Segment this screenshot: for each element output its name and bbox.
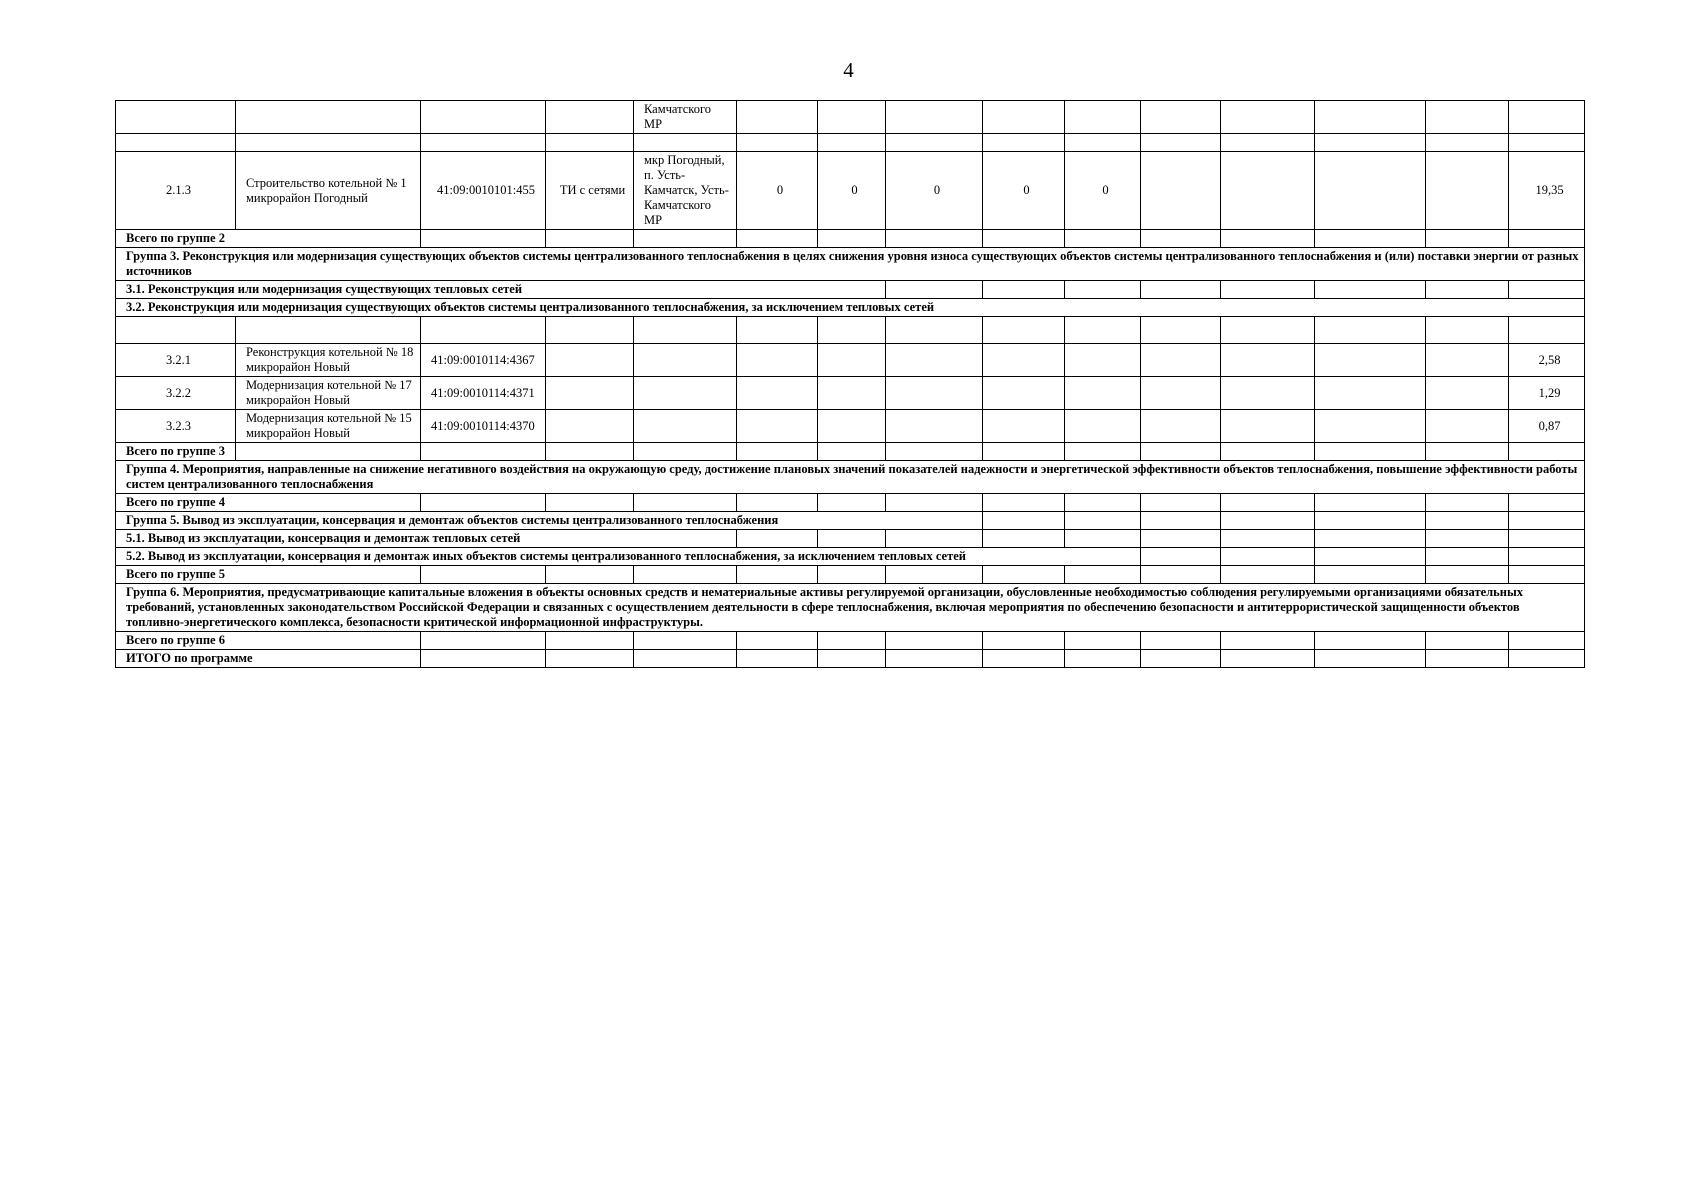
table-row	[116, 632, 1585, 650]
table-row	[116, 230, 1585, 248]
table-row	[116, 101, 1585, 134]
total-cell: 0,87	[1509, 410, 1585, 443]
table-row	[116, 530, 1585, 548]
value-cell: 0	[886, 152, 983, 230]
table-row	[116, 377, 1585, 410]
table-row	[116, 134, 1585, 152]
value-cell: 0	[983, 152, 1065, 230]
table-row	[116, 410, 1585, 443]
table-row	[116, 650, 1585, 668]
table-row	[116, 299, 1585, 317]
total-cell: 2,58	[1509, 344, 1585, 377]
table-row	[116, 281, 1585, 299]
item-type: ТИ с сетями	[546, 152, 634, 230]
item-number: 3.2.3	[116, 410, 236, 443]
table-row	[116, 461, 1585, 494]
table-row	[116, 512, 1585, 530]
item-number: 3.2.2	[116, 377, 236, 410]
subgroup-heading: 5.2. Вывод из эксплуатации, консервация и демонтаж иных объектов системы централизованного теплоснабжения, за исключением тепловых сетей	[116, 548, 1141, 566]
item-number: 2.1.3	[116, 152, 236, 230]
group-total-label: Всего по группе 3	[116, 443, 236, 461]
cadastral-number: 41:09:0010114:4371	[421, 377, 546, 410]
item-name: Модернизация котельной № 17 микрорайон Новый	[236, 377, 421, 410]
group-heading: Группа 3. Реконструкция или модернизация существующих объектов системы централизованного теплоснабжения в целях снижения уровня износа существующих объектов системы централизованного теплоснабжения и (или) поставки энергии от разных источников	[116, 248, 1585, 281]
page-number: 4	[843, 58, 854, 82]
table-row	[116, 584, 1585, 632]
table-row	[116, 566, 1585, 584]
item-name: Реконструкция котельной № 18 микрорайон Новый	[236, 344, 421, 377]
group-total-label: Всего по группе 6	[116, 632, 421, 650]
cadastral-number: 41:09:0010114:4367	[421, 344, 546, 377]
cadastral-number: 41:09:0010114:4370	[421, 410, 546, 443]
subgroup-heading: 3.2. Реконструкция или модернизация существующих объектов системы централизованного теплоснабжения, за исключением тепловых сетей	[116, 299, 1585, 317]
group-total-label: Всего по группе 2	[116, 230, 421, 248]
location-cell: Камчатского МР	[634, 101, 737, 134]
item-number: 3.2.1	[116, 344, 236, 377]
value-cell: 0	[737, 152, 818, 230]
item-name: Строительство котельной № 1 микрорайон Погодный	[236, 152, 421, 230]
cadastral-number: 41:09:0010101:455	[421, 152, 546, 230]
group-heading: Группа 5. Вывод из эксплуатации, консервация и демонтаж объектов системы централизованного теплоснабжения	[116, 512, 983, 530]
subgroup-heading: 3.1. Реконструкция или модернизация существующих тепловых сетей	[116, 281, 886, 299]
table-row	[116, 152, 1585, 230]
total-cell: 19,35	[1509, 152, 1585, 230]
table-row	[116, 494, 1585, 512]
table-row	[116, 317, 1585, 344]
total-cell: 1,29	[1509, 377, 1585, 410]
location-cell: мкр Погодный, п. Усть-Камчатск, Усть-Камчатского МР	[634, 152, 737, 230]
table-row	[116, 548, 1585, 566]
table-row	[116, 248, 1585, 281]
value-cell: 0	[1065, 152, 1141, 230]
group-heading: Группа 6. Мероприятия, предусматривающие капитальные вложения в объекты основных средств и нематериальные активы регулируемой организации, обусловленные необходимостью соблюдения регулируемыми организациями обязательных требований, установленных законодательством Российской Федерации и связанных с осуществлением деятельности в сфере теплоснабжения, включая мероприятия по обеспечению безопасности и антитеррористической защищенности объектов топливно-энергетического комплекса, безопасности критической информационной инфраструктуры.	[116, 584, 1585, 632]
value-cell: 0	[818, 152, 886, 230]
item-name: Модернизация котельной № 15 микрорайон Новый	[236, 410, 421, 443]
group-heading: Группа 4. Мероприятия, направленные на снижение негативного воздействия на окружающую среду, достижение плановых значений показателей надежности и энергетической эффективности объектов теплоснабжения, повышение эффективности работы систем централизованного теплоснабжения	[116, 461, 1585, 494]
group-total-label: Всего по группе 5	[116, 566, 421, 584]
group-total-label: Всего по группе 4	[116, 494, 421, 512]
table-row	[116, 443, 1585, 461]
subgroup-heading: 5.1. Вывод из эксплуатации, консервация и демонтаж тепловых сетей	[116, 530, 737, 548]
table-row	[116, 344, 1585, 377]
investment-program-table	[115, 100, 1585, 668]
grand-total-label: ИТОГО по программе	[116, 650, 421, 668]
